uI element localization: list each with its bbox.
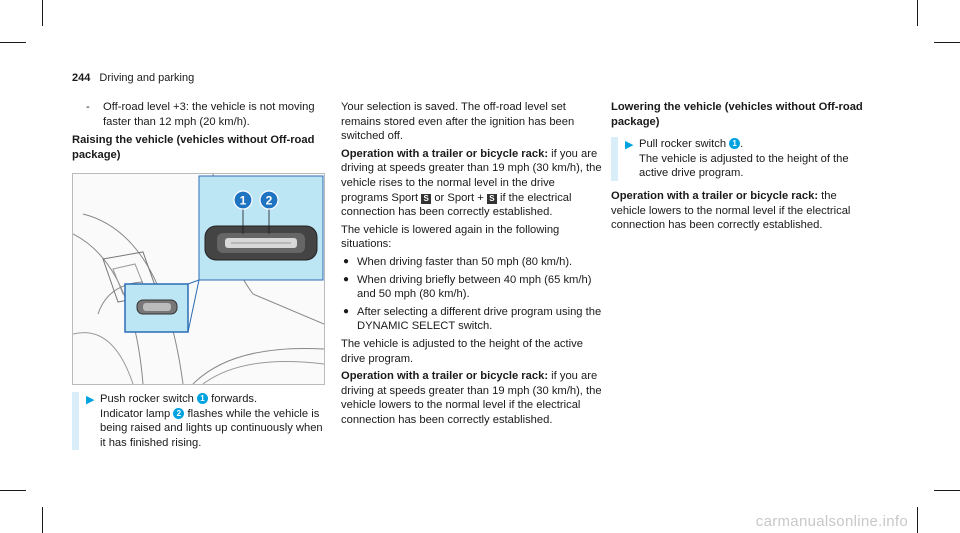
rocker-switch-figure <box>72 173 325 385</box>
crop-mark <box>917 507 918 533</box>
paragraph: Operation with a trailer or bicycle rack: if you are driving at speeds greater than 19 mph (30 km/h), the vehicle rises to the normal level in the drive programs Sport S or Sport + S if the electrical connection has been correctly established. <box>341 147 602 219</box>
bullet-icon: ● <box>343 255 350 267</box>
step-arrow-icon: ▶ <box>86 394 95 406</box>
watermark: carmanualsonline.info <box>755 513 908 530</box>
page-header <box>72 72 194 84</box>
bullet-icon: ● <box>343 305 350 317</box>
section-title: Driving and parking <box>99 72 195 84</box>
step-arrow-icon: ▶ <box>625 139 634 152</box>
column-left <box>72 100 328 166</box>
dash-list-item: - Off-road level +3: the vehicle is not moving faster than 12 mph (20 km/h). <box>86 101 315 128</box>
instruction-step: ▶ Pull rocker switch 1 . The vehicle is adjusted to the height of the active drive program. <box>611 137 871 181</box>
sport-plus-mode-icon: S <box>487 194 497 204</box>
instruction-step: ▶ Push rocker switch 1 forwards. Indicator lamp 2 flashes while the vehicle is being raised and lights up continuously when it has finished rising. <box>72 392 328 450</box>
paragraph: The vehicle is adjusted to the height of the active drive program. <box>341 337 583 365</box>
list-item: ● When driving faster than 50 mph (80 km/h). <box>343 255 573 268</box>
crop-mark <box>917 0 918 26</box>
list-item: ● After selecting a different drive program using the DYNAMIC SELECT switch. <box>343 305 602 333</box>
crop-mark <box>0 490 26 491</box>
svg-text:2: 2 <box>265 193 273 208</box>
crop-mark <box>934 490 960 491</box>
paragraph: Operation with a trailer or bicycle rack: if you are driving at speeds greater than 19 mph (30 km/h), the vehicle lowers to the normal level if the electrical connection has been correctly established. <box>341 370 602 426</box>
callout-1-badge: 1 <box>197 393 208 404</box>
column-left-steps <box>72 392 328 450</box>
crop-mark <box>42 0 43 26</box>
callout-2-badge: 2 <box>173 408 184 419</box>
list-item: ● When driving briefly between 40 mph (65 km/h) and 50 mph (80 km/h). <box>343 273 592 301</box>
crop-mark <box>42 507 43 533</box>
section-heading: Lowering the vehicle (vehicles without Off-road package) <box>611 101 863 128</box>
crop-mark <box>0 42 26 43</box>
page-number: 244 <box>72 72 91 84</box>
paragraph: The vehicle is lowered again in the following situations: <box>341 223 560 251</box>
column-right <box>611 100 871 236</box>
bullet-icon: ● <box>343 273 350 285</box>
crop-mark <box>934 42 960 43</box>
column-middle <box>341 100 604 430</box>
callout-1-badge: 1 <box>729 138 740 149</box>
paragraph: Your selection is saved. The off-road level set remains stored even after the ignition has been switched off. <box>341 101 575 143</box>
sport-mode-icon: S <box>421 194 431 204</box>
section-heading: Raising the vehicle (vehicles without Off-road package) <box>72 134 315 161</box>
interior-illustration <box>73 174 324 384</box>
svg-text:1: 1 <box>239 193 247 208</box>
paragraph: Operation with a trailer or bicycle rack: the vehicle lowers to the normal level if the electrical connection has been correctly established. <box>611 189 851 232</box>
